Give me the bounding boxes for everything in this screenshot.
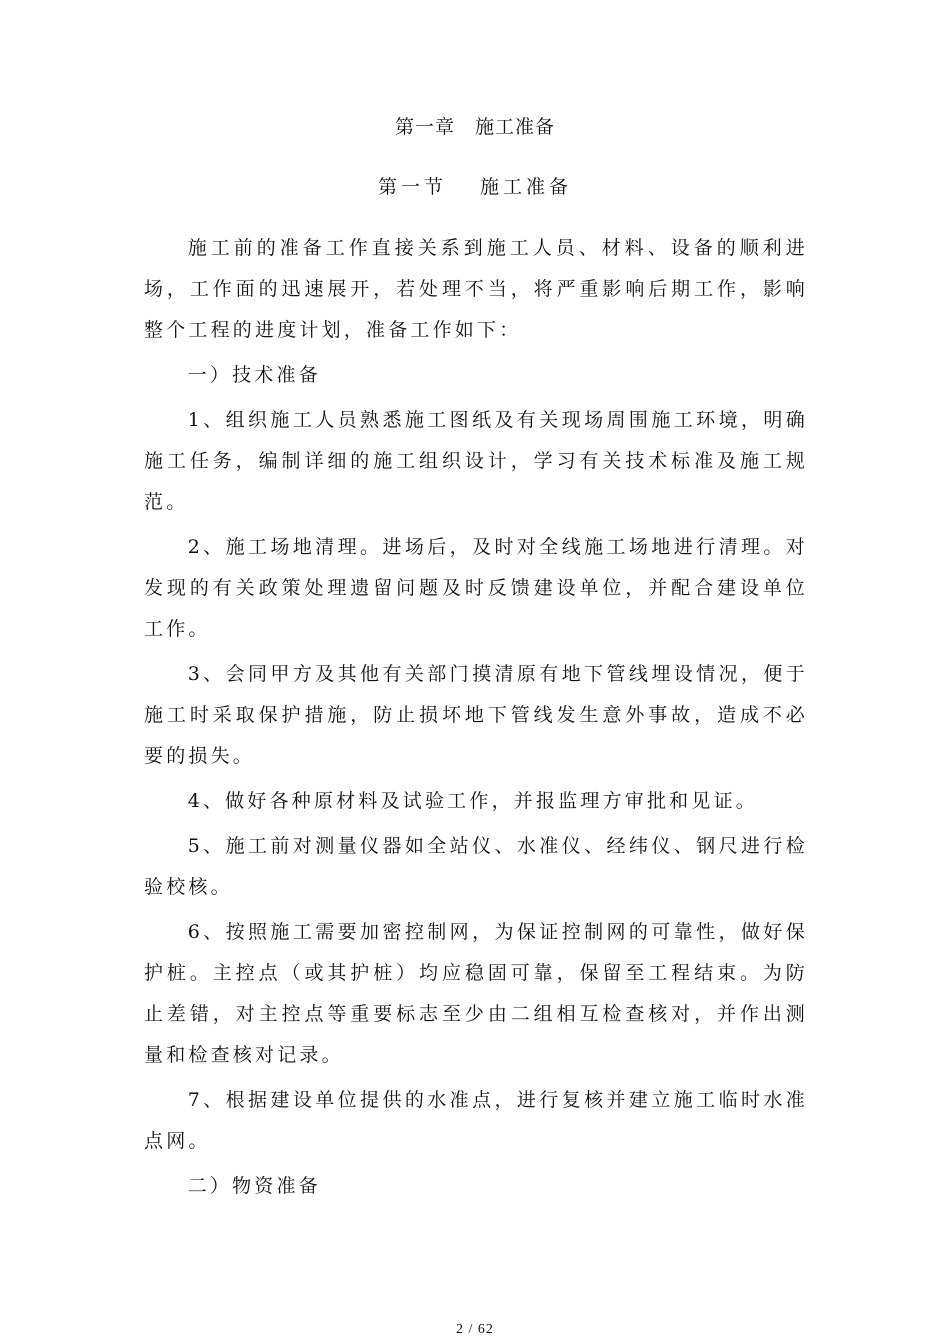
list-item-1: 1、组织施工人员熟悉施工图纸及有关现场周围施工环境，明确施工任务，编制详细的施工组织设计，学习有关技术标准及施工规范。 bbox=[144, 409, 808, 513]
list-item-5: 5、施工前对测量仪器如全站仪、水准仪、经纬仪、钢尺进行检验校核。 bbox=[144, 835, 808, 898]
intro-paragraph: 施工前的准备工作直接关系到施工人员、材料、设备的顺利进场，工作面的迅速展开，若处理不当，将严重影响后期工作，影响整个工程的进度计划，准备工作如下： bbox=[144, 237, 808, 341]
heading-material-preparation: 二）物资准备 bbox=[187, 1175, 321, 1197]
heading-technical-preparation: 一）技术准备 bbox=[187, 364, 321, 386]
section-title: 第一节 施工准备 bbox=[377, 176, 573, 198]
list-item-6: 6、按照施工需要加密控制网，为保证控制网的可靠性，做好保护桩。主控点（或其护桩）均应稳固可靠，保留至工程结束。为防止差错，对主控点等重要标志至少由二组相互检查核对，并作出测量和检查核对记录。 bbox=[144, 921, 808, 1066]
list-item-2: 2、施工场地清理。进场后，及时对全线施工场地进行清理。对发现的有关政策处理遗留问题及时反馈建设单位，并配合建设单位工作。 bbox=[144, 536, 808, 640]
page-number: 2 / 62 bbox=[456, 1322, 494, 1337]
list-item-4: 4、做好各种原材料及试验工作，并报监理方审批和见证。 bbox=[187, 790, 758, 812]
list-item-3: 3、会同甲方及其他有关部门摸清原有地下管线埋设情况，便于施工时采取保护措施，防止损坏地下管线发生意外事故，造成不必要的损失。 bbox=[144, 663, 808, 767]
chapter-title: 第一章 施工准备 bbox=[394, 116, 555, 138]
list-item-7: 7、根据建设单位提供的水准点，进行复核并建立施工临时水准点网。 bbox=[144, 1089, 808, 1152]
document-body bbox=[144, 228, 808, 1211]
